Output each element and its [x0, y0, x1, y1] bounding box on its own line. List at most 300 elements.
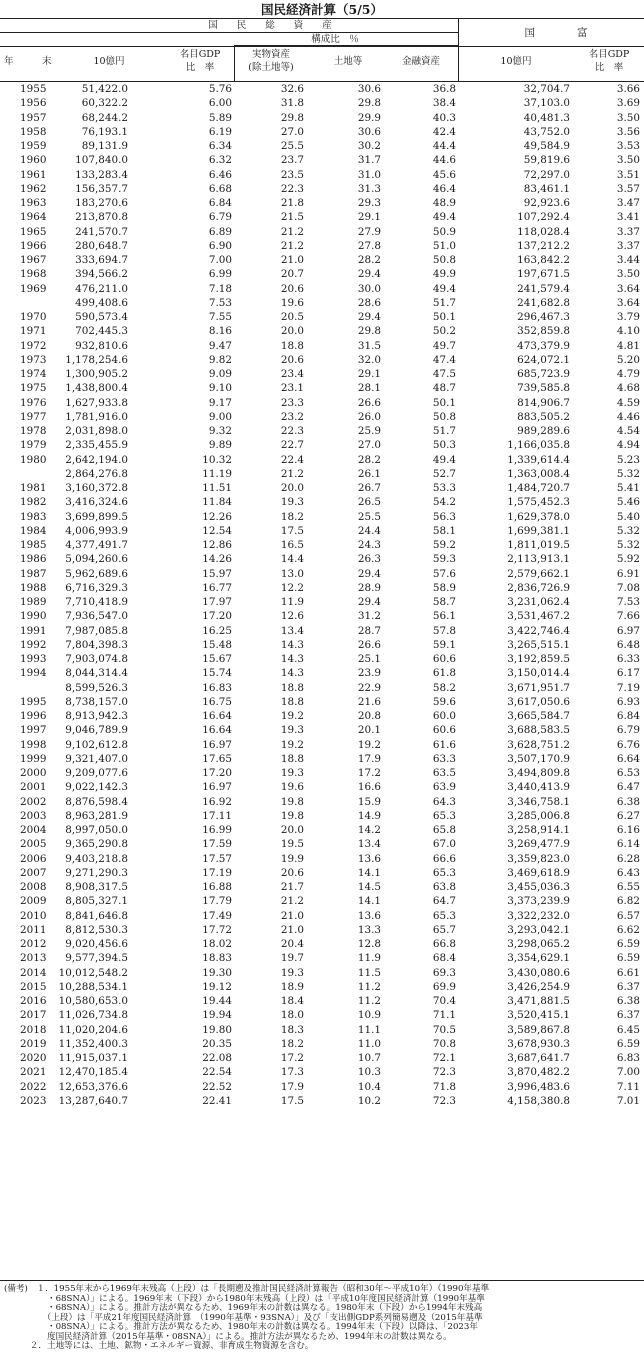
financial-cell: 58.2: [432, 681, 456, 694]
wealth-ratio-cell: 3.50: [616, 111, 640, 124]
financial-cell: 48.9: [432, 197, 456, 209]
assets-cell: 9,020,456.6: [65, 938, 128, 950]
financial-cell: 65.3: [432, 866, 456, 879]
table-row: [0, 125, 644, 139]
gdp-ratio-cell: 6.90: [208, 239, 232, 252]
wealth-cell: 3,678,930.3: [507, 1037, 570, 1050]
real-assets-cell: 27.0: [280, 125, 304, 138]
real-assets-cell: 19.6: [280, 781, 304, 794]
real-assets-cell: 25.5: [280, 140, 304, 152]
land-cell: 27.9: [357, 225, 381, 238]
gdp-ratio-cell: 7.00: [208, 254, 232, 266]
land-cell: 28.7: [357, 624, 381, 637]
wealth-cell: 3,617,050.6: [507, 695, 570, 708]
land-cell: 29.4: [357, 596, 381, 608]
assets-cell: 12,470,185.4: [58, 1066, 128, 1079]
table-row: [0, 495, 644, 509]
wealth-ratio-cell: 6.97: [616, 624, 640, 637]
table-row: [0, 239, 644, 253]
table-row: [0, 139, 644, 153]
year-cell: 2002: [20, 795, 47, 808]
financial-cell: 58.1: [432, 524, 456, 537]
wealth-cell: 107,292.4: [517, 211, 570, 224]
land-cell: 24.3: [357, 539, 381, 551]
assets-cell: 8,599,526.3: [65, 681, 128, 694]
year-cell: 1976: [20, 396, 47, 409]
wealth-ratio-cell: 4.59: [616, 396, 640, 409]
land-cell: 22.9: [357, 681, 381, 694]
year-cell: 1963: [20, 197, 47, 209]
wealth-ratio-cell: 6.59: [616, 952, 640, 965]
table-row: [0, 595, 644, 609]
wealth-ratio-cell: 7.53: [616, 596, 640, 608]
land-cell: 24.4: [357, 524, 381, 537]
assets-cell: 333,694.7: [75, 254, 128, 266]
table-row: [0, 353, 644, 367]
wealth-ratio-cell: 6.93: [616, 695, 640, 708]
gdp-ratio-cell: 18.02: [202, 938, 232, 950]
wealth-cell: 1,811,019.5: [507, 539, 570, 551]
table-row: [0, 424, 644, 438]
year-cell: 2010: [20, 909, 47, 922]
wealth-cell: 40,481.3: [523, 111, 570, 124]
real-assets-cell: 14.3: [280, 638, 304, 651]
land-cell: 14.9: [357, 809, 381, 822]
financial-cell: 50.9: [432, 225, 456, 238]
wealth-ratio-cell: 5.41: [616, 482, 640, 494]
wealth-cell: 72,297.0: [523, 168, 570, 181]
table-row: [0, 1051, 644, 1065]
financial-cell: 72.3: [432, 1066, 456, 1079]
financial-cell: 65.7: [432, 923, 456, 936]
assets-cell: 9,321,407.0: [65, 752, 128, 765]
land-cell: 29.4: [357, 268, 381, 281]
wealth-cell: 3,346,758.1: [507, 795, 570, 808]
wealth-ratio-cell: 6.43: [616, 866, 640, 879]
land-cell: 21.6: [357, 695, 381, 708]
year-cell: 2005: [20, 838, 47, 851]
table-row: [0, 310, 644, 324]
land-cell: 10.3: [357, 1066, 381, 1079]
financial-cell: 69.3: [432, 966, 456, 979]
land-cell: 29.9: [357, 111, 381, 124]
table-row: [0, 994, 644, 1008]
wealth-cell: 473,379.9: [517, 339, 570, 352]
wealth-ratio-cell: 7.19: [616, 681, 640, 694]
table-row: [0, 766, 644, 780]
year-cell: 1993: [20, 653, 47, 665]
real-assets-cell: 11.9: [280, 596, 304, 608]
table-row: [0, 909, 644, 923]
year-cell: 2007: [20, 866, 47, 879]
wealth-ratio-cell: 5.23: [616, 453, 640, 466]
table-row: [0, 780, 644, 794]
wealth-cell: 43,752.0: [523, 125, 570, 138]
financial-cell: 50.2: [432, 325, 456, 338]
financial-cell: 69.9: [432, 980, 456, 993]
assets-cell: 13,287,640.7: [58, 1094, 128, 1107]
financial-cell: 64.3: [432, 795, 456, 808]
land-cell: 14.1: [357, 866, 381, 879]
wealth-ratio-cell: 4.46: [616, 410, 640, 423]
wealth-ratio-cell: 6.45: [616, 1023, 640, 1036]
year-cell: 2022: [20, 1080, 47, 1093]
financial-cell: 70.4: [432, 995, 456, 1007]
real-assets-cell: 18.9: [280, 980, 304, 993]
year-cell: 2000: [20, 767, 47, 779]
wealth-cell: 624,072.1: [517, 353, 570, 366]
year-cell: 1991: [20, 624, 47, 637]
financial-cell: 44.6: [432, 154, 456, 167]
gdp-ratio-cell: 22.52: [202, 1080, 232, 1093]
assets-cell: 8,738,157.0: [65, 695, 128, 708]
gdp-ratio-cell: 19.12: [202, 980, 232, 993]
land-cell: 26.0: [357, 410, 381, 423]
financial-cell: 59.2: [432, 539, 456, 551]
year-cell: 1981: [20, 482, 47, 494]
financial-cell: 58.7: [432, 596, 456, 608]
table-row: [0, 951, 644, 965]
wealth-cell: 3,870,482.2: [507, 1066, 570, 1079]
land-cell: 17.2: [357, 767, 381, 779]
table-row: [0, 709, 644, 723]
real-assets-cell: 18.8: [280, 339, 304, 352]
land-cell: 29.4: [357, 567, 381, 580]
assets-cell: 11,352,400.3: [58, 1037, 128, 1050]
gdp-ratio-cell: 17.72: [202, 923, 232, 936]
financial-cell: 68.4: [432, 952, 456, 965]
wealth-ratio-cell: 3.37: [616, 239, 640, 252]
wealth-ratio-cell: 6.62: [616, 923, 640, 936]
assets-cell: 9,209,077.6: [65, 767, 128, 779]
table-row: [0, 937, 644, 951]
gdp-ratio-cell: 11.19: [202, 467, 232, 480]
wealth-ratio-cell: 6.59: [616, 1037, 640, 1050]
financial-cell: 45.6: [432, 168, 456, 181]
real-assets-cell: 20.0: [280, 824, 304, 836]
wealth-cell: 3,354,629.1: [507, 952, 570, 965]
financial-cell: 63.5: [432, 767, 456, 779]
assets-cell: 60,322.2: [81, 97, 128, 110]
table-row: [0, 1023, 644, 1037]
wealth-cell: 352,859.8: [517, 325, 570, 338]
real-assets-cell: 20.6: [280, 353, 304, 366]
real-assets-cell: 13.0: [280, 567, 304, 580]
financial-cell: 47.5: [432, 368, 456, 380]
financial-cell: 46.4: [432, 182, 456, 195]
land-cell: 31.7: [357, 154, 381, 167]
year-cell: 1974: [20, 368, 47, 380]
land-cell: 30.6: [357, 125, 381, 138]
land-cell: 30.0: [357, 282, 381, 295]
real-assets-cell: 19.3: [280, 724, 304, 737]
wealth-cell: 3,688,583.5: [507, 724, 570, 737]
wealth-ratio-cell: 7.08: [616, 581, 640, 594]
assets-cell: 51,422.0: [81, 83, 128, 95]
assets-cell: 1,438,800.4: [65, 382, 128, 395]
land-cell: 11.0: [357, 1037, 381, 1050]
land-cell: 10.7: [357, 1052, 381, 1064]
assets-cell: 8,908,317.5: [65, 881, 128, 893]
financial-cell: 65.8: [432, 824, 456, 836]
wealth-cell: 1,629,378.0: [507, 510, 570, 523]
table-row: [0, 652, 644, 666]
wealth-cell: 92,923.6: [523, 197, 570, 209]
year-cell: 1965: [20, 225, 47, 238]
gdp-ratio-cell: 6.46: [208, 168, 232, 181]
real-assets-cell: 20.6: [280, 866, 304, 879]
gdp-ratio-cell: 19.80: [202, 1023, 232, 1036]
assets-cell: 4,006,993.9: [65, 524, 128, 537]
table-row: [0, 624, 644, 638]
assets-cell: 10,288,534.1: [58, 980, 128, 993]
real-assets-cell: 20.0: [280, 482, 304, 494]
header-wealth-unit: 10億円: [500, 56, 532, 67]
table-row: [0, 367, 644, 381]
assets-cell: 9,022,142.3: [65, 781, 128, 794]
wealth-cell: 296,467.3: [517, 311, 570, 323]
table-row: [0, 481, 644, 495]
financial-cell: 50.3: [432, 439, 456, 452]
table-row: [0, 410, 644, 424]
wealth-ratio-cell: 6.16: [616, 824, 640, 836]
header-year-end: 年 末: [4, 56, 52, 67]
footnote-line: ・08SNA）」による。推計方法が異なるため、1980年末の計数は異なる。1994年末（下段）以降は、「2023年: [4, 1322, 478, 1332]
real-assets-cell: 17.5: [280, 524, 304, 537]
year-cell: 1961: [20, 168, 47, 181]
wealth-ratio-cell: 3.37: [616, 225, 640, 238]
real-assets-cell: 31.8: [280, 97, 304, 110]
financial-cell: 44.4: [432, 140, 456, 152]
assets-cell: 8,876,598.4: [65, 795, 128, 808]
assets-cell: 68,244.2: [81, 111, 128, 124]
land-cell: 10.2: [357, 1094, 381, 1107]
wealth-cell: 118,028.4: [517, 225, 570, 238]
wealth-cell: 4,158,380.8: [507, 1094, 570, 1107]
year-cell: 1988: [20, 581, 47, 594]
real-assets-cell: 23.3: [280, 396, 304, 409]
financial-cell: 60.6: [432, 653, 456, 665]
wealth-cell: 3,293,042.1: [507, 923, 570, 936]
table-row: [0, 880, 644, 894]
table-row: [0, 638, 644, 652]
land-cell: 28.2: [357, 453, 381, 466]
year-cell: 2023: [20, 1094, 47, 1107]
wealth-ratio-cell: 3.51: [616, 168, 640, 181]
wealth-cell: 3,373,239.9: [507, 895, 570, 908]
year-cell: 1970: [20, 311, 47, 323]
land-cell: 19.2: [357, 738, 381, 751]
wealth-cell: 163,842.2: [517, 254, 570, 266]
financial-cell: 38.4: [432, 97, 456, 110]
wealth-ratio-cell: 6.33: [616, 653, 640, 665]
financial-cell: 49.4: [432, 282, 456, 295]
wealth-ratio-cell: 5.20: [616, 353, 640, 366]
wealth-cell: 814,906.7: [517, 396, 570, 409]
year-cell: 1959: [20, 140, 47, 152]
table-row: [0, 282, 644, 296]
financial-cell: 63.9: [432, 781, 456, 794]
gdp-ratio-cell: 6.34: [208, 140, 232, 152]
financial-cell: 53.3: [432, 482, 456, 494]
assets-cell: 9,046,789.9: [65, 724, 128, 737]
footnote-line: （上段）は「平成21年度国民経済計算 （1990年基準・93SNA）」及び「支出側GDP系列簡易遡及（2015年基準: [4, 1312, 483, 1323]
real-assets-cell: 29.8: [280, 111, 304, 124]
table-row: [0, 823, 644, 837]
year-cell: 1990: [20, 610, 47, 623]
real-assets-cell: 21.0: [280, 909, 304, 922]
real-assets-cell: 19.7: [280, 952, 304, 965]
gdp-ratio-cell: 16.75: [202, 695, 232, 708]
financial-cell: 50.8: [432, 254, 456, 266]
wealth-cell: 3,996,483.6: [507, 1080, 570, 1093]
year-cell: 2015: [20, 980, 47, 993]
land-cell: 14.2: [357, 824, 381, 836]
table-header: [0, 18, 644, 81]
gdp-ratio-cell: 9.32: [208, 425, 232, 437]
wealth-ratio-cell: 6.47: [616, 781, 640, 794]
table-row: [0, 567, 644, 581]
wealth-ratio-cell: 3.69: [616, 97, 640, 110]
year-cell: 2001: [20, 781, 47, 794]
assets-cell: 5,962,689.6: [65, 567, 128, 580]
year-cell: 1977: [20, 410, 47, 423]
gdp-ratio-cell: 17.20: [202, 767, 232, 779]
table-row: [0, 96, 644, 110]
wealth-ratio-cell: 6.82: [616, 895, 640, 908]
gdp-ratio-cell: 11.51: [202, 482, 232, 494]
real-assets-cell: 21.2: [280, 467, 304, 480]
financial-cell: 57.6: [432, 567, 456, 580]
assets-cell: 241,570.7: [75, 225, 128, 238]
gdp-ratio-cell: 10.32: [202, 453, 232, 466]
table-row: [0, 581, 644, 595]
real-assets-cell: 19.3: [280, 966, 304, 979]
financial-cell: 50.1: [432, 311, 456, 323]
table-row: [0, 809, 644, 823]
header-gdp-ratio-1: 名目GDP: [179, 49, 221, 60]
page-title: 国民経済計算（5/5）: [261, 2, 383, 17]
financial-cell: 59.6: [432, 695, 456, 708]
assets-cell: 11,020,204.6: [58, 1023, 128, 1036]
real-assets-cell: 22.3: [280, 425, 304, 437]
assets-cell: 1,300,905.2: [65, 368, 128, 380]
wealth-ratio-cell: 7.00: [616, 1066, 640, 1079]
wealth-cell: 3,269,477.9: [507, 838, 570, 851]
gdp-ratio-cell: 17.97: [202, 596, 232, 608]
gdp-ratio-cell: 16.64: [202, 710, 232, 722]
financial-cell: 60.6: [432, 724, 456, 737]
wealth-cell: 59,819.6: [523, 154, 570, 167]
financial-cell: 63.8: [432, 881, 456, 893]
financial-cell: 61.8: [432, 667, 456, 680]
year-cell: 2009: [20, 895, 47, 908]
wealth-cell: 3,507,170.9: [507, 752, 570, 765]
assets-cell: 7,710,418.9: [65, 596, 128, 608]
year-cell: 2016: [20, 995, 47, 1007]
land-cell: 25.5: [357, 510, 381, 523]
gdp-ratio-cell: 18.83: [202, 952, 232, 965]
real-assets-cell: 14.3: [280, 653, 304, 665]
gdp-ratio-cell: 17.79: [202, 895, 232, 908]
assets-cell: 8,812,530.3: [65, 923, 128, 936]
gdp-ratio-cell: 17.65: [202, 752, 232, 765]
assets-cell: 10,012,548.2: [58, 966, 128, 979]
assets-cell: 8,841,646.8: [65, 909, 128, 922]
gdp-ratio-cell: 16.64: [202, 724, 232, 737]
real-assets-cell: 21.2: [280, 225, 304, 238]
wealth-ratio-cell: 6.59: [616, 938, 640, 950]
wealth-cell: 3,265,515.1: [507, 638, 570, 651]
financial-cell: 49.9: [432, 268, 456, 281]
table-row: [0, 1037, 644, 1051]
wealth-cell: 3,192,859.5: [507, 653, 570, 665]
wealth-ratio-cell: 6.27: [616, 809, 640, 822]
land-cell: 17.9: [357, 752, 381, 765]
real-assets-cell: 32.6: [280, 83, 304, 95]
wealth-ratio-cell: 4.94: [616, 439, 640, 452]
year-cell: 1979: [20, 439, 47, 452]
year-cell: 2003: [20, 809, 47, 822]
footnote-line: (備考) １．1955年末から1969年末残高（上段）は「長期遡及推計国民経済計算報告（昭和30年～平成10年）（1990年基準: [4, 1284, 490, 1294]
wealth-cell: 3,426,254.9: [507, 980, 570, 993]
table-row: [0, 381, 644, 395]
wealth-cell: 3,150,014.4: [507, 667, 570, 680]
assets-cell: 5,094,260.6: [65, 553, 128, 566]
land-cell: 26.5: [357, 496, 381, 509]
assets-cell: 4,377,491.7: [65, 539, 128, 551]
wealth-ratio-cell: 4.54: [616, 425, 640, 437]
financial-cell: 58.9: [432, 581, 456, 594]
year-cell: 1962: [20, 182, 47, 195]
assets-cell: 3,416,324.6: [65, 496, 128, 509]
wealth-cell: 37,103.0: [523, 97, 570, 110]
wealth-ratio-cell: 6.38: [616, 995, 640, 1007]
gdp-ratio-cell: 14.26: [202, 553, 232, 566]
assets-cell: 12,653,376.6: [58, 1080, 128, 1093]
land-cell: 30.6: [357, 83, 381, 95]
assets-cell: 702,445.3: [75, 325, 128, 338]
real-assets-cell: 18.2: [280, 1037, 304, 1050]
table-row: [0, 111, 644, 125]
financial-cell: 71.1: [432, 1009, 456, 1022]
assets-cell: 89,131.9: [81, 140, 128, 152]
assets-cell: 476,211.0: [75, 282, 128, 295]
gdp-ratio-cell: 20.35: [202, 1037, 232, 1050]
wealth-ratio-cell: 5.40: [616, 510, 640, 523]
wealth-cell: 3,665,584.7: [507, 710, 570, 722]
table-row: [0, 538, 644, 552]
financial-cell: 64.7: [432, 895, 456, 908]
wealth-ratio-cell: 3.50: [616, 268, 640, 281]
table-row: [0, 1094, 644, 1108]
header-composition: 構成比 ％: [311, 34, 359, 45]
assets-cell: 3,160,372.8: [65, 482, 128, 494]
wealth-ratio-cell: 6.57: [616, 909, 640, 922]
wealth-ratio-cell: 6.64: [616, 752, 640, 765]
header-wealth-ratio-2: 比 率: [594, 62, 624, 73]
year-cell: 1997: [20, 724, 47, 737]
wealth-ratio-cell: 7.66: [616, 610, 640, 623]
real-assets-cell: 17.5: [280, 1094, 304, 1107]
year-cell: 1972: [20, 339, 47, 352]
assets-cell: 11,915,037.1: [58, 1052, 128, 1064]
assets-cell: 1,781,916.0: [65, 410, 128, 423]
header-national-assets: 国 民 総 資 産: [208, 20, 332, 31]
financial-cell: 59.3: [432, 553, 456, 566]
wealth-cell: 3,471,881.5: [507, 995, 570, 1007]
land-cell: 11.9: [357, 952, 381, 965]
